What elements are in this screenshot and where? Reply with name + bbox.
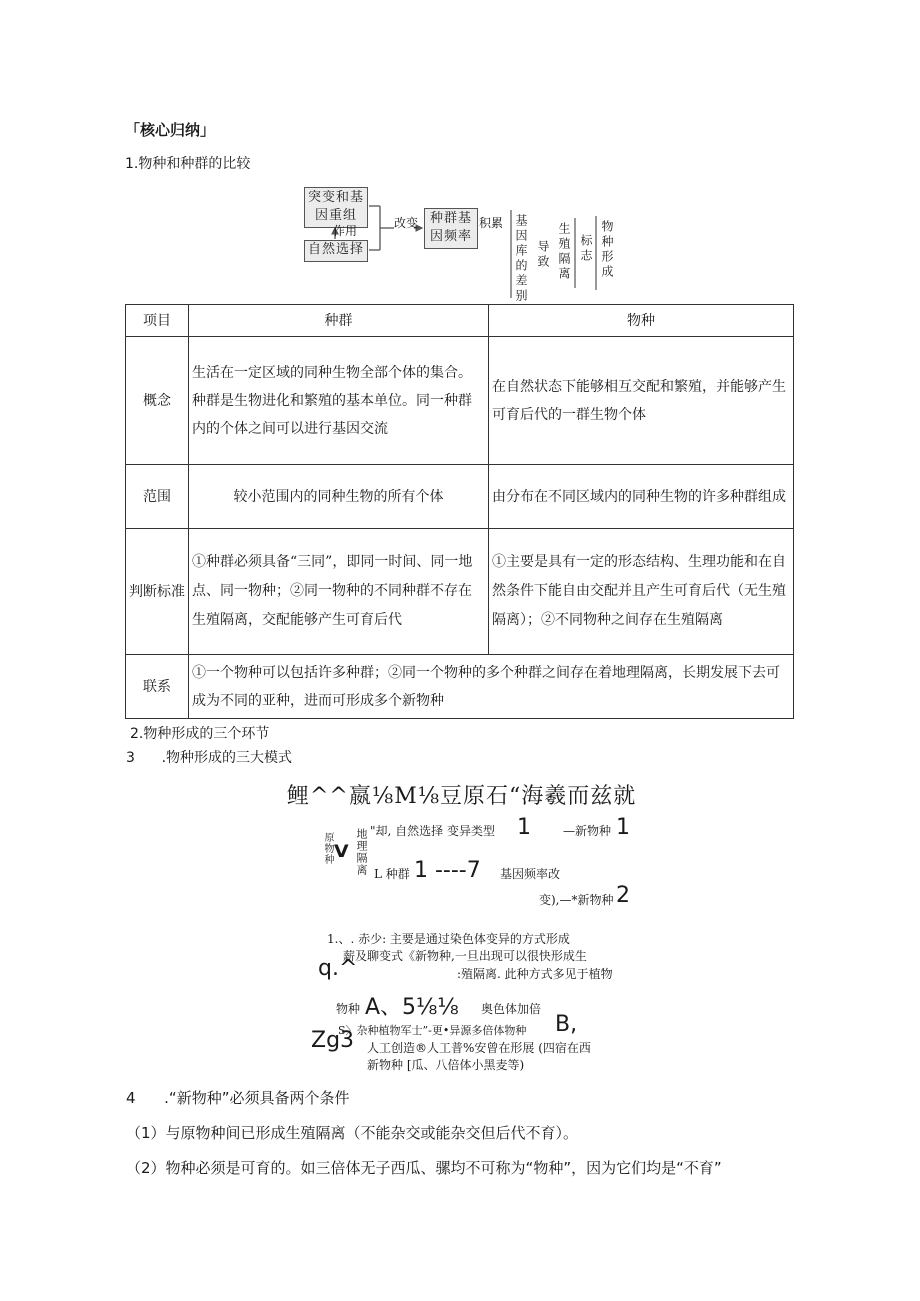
- ocr-vertical: 原物种: [322, 832, 333, 865]
- label-action: 作用: [333, 224, 358, 238]
- ocr-line: 鲤^^嬴⅛M⅛豆原石“海羲而兹就: [287, 784, 637, 809]
- vertical-isolation: 生殖隔离: [557, 222, 571, 282]
- row-species-cell: 由分布在不同区域内的同种生物的许多种群组成: [489, 465, 794, 529]
- ocr-line: 薪及聊变式《新物种,一旦出现可以很快形成生: [343, 949, 587, 963]
- ocr-big: q.^: [318, 956, 358, 981]
- box-selection: 自然选择: [304, 240, 368, 262]
- ocr-number: 1 ----7: [414, 858, 481, 883]
- box-gene-frequency: 种群基因频率: [424, 208, 478, 249]
- header-species: 物种: [489, 305, 794, 337]
- label-accumulate: 积累: [479, 216, 504, 230]
- ocr-number: 1: [616, 815, 630, 840]
- section-heading: 「核心归纳」: [125, 121, 216, 139]
- section4-title: 4 .“新物种”必须具备两个条件: [126, 1089, 350, 1107]
- ocr-line: 新物种 [瓜、八倍体小黑麦等): [367, 1058, 525, 1072]
- ocr-line: 基因频率改: [500, 867, 561, 881]
- header-item: 项目: [126, 305, 189, 337]
- table-row: [126, 655, 794, 719]
- ocr-line: "却, 自然选择 变异类型: [370, 824, 495, 838]
- comparison-table: [125, 304, 794, 719]
- ocr-bracket: ⱽ: [334, 840, 349, 875]
- section4-item2: （2）物种必须是可育的。如三倍体无子西瓜、骡均不可称为“物种”，因为它们均是“不育”: [126, 1159, 722, 1177]
- vertical-lead-to: 导致: [536, 240, 550, 270]
- ocr-line: 奥色体加倍: [481, 1002, 542, 1016]
- ocr-number: 2: [616, 883, 630, 908]
- ocr-number: 1: [517, 815, 531, 840]
- ocr-big: A、5⅛⅛: [365, 995, 459, 1020]
- ocr-line: 人工创造®人工普%安曾在形展 (四宿在西: [367, 1041, 591, 1055]
- ocr-line: 物种: [336, 1002, 361, 1016]
- table-header-row: [126, 305, 794, 337]
- table-row: [126, 465, 794, 529]
- row-label: 判断标准: [126, 529, 189, 655]
- ocr-line: 变),—*新物种: [539, 893, 614, 907]
- ocr-big: B,: [555, 1012, 578, 1037]
- ocr-line: 1.、. 赤少: 主要是通过染色体变异的方式形成: [327, 932, 570, 946]
- table-row: [126, 529, 794, 655]
- label-change: 改变: [394, 216, 419, 230]
- row-species-cell: ①主要是具有一定的形态结构、生理功能和在自然条件下能自由交配并且产生可育后代（无生殖隔离）；②不同物种之间存在生殖隔离: [489, 529, 794, 655]
- ocr-line: —新物种: [563, 824, 612, 838]
- vertical-gene-pool: 基因库的差别: [514, 214, 528, 304]
- ocr-line: S〉杂种植物军士”-更•异源多倍体物种: [338, 1024, 527, 1037]
- row-population-cell: ①种群必须具备“三同”，即同一时间、同一地点、同一物种；②同一物种的不同种群不存在生殖隔离，交配能够产生可育后代: [189, 529, 489, 655]
- section4-item1: （1）与原物种间已形成生殖隔离（不能杂交或能杂交但后代不育）。: [126, 1124, 579, 1142]
- table-row: [126, 337, 794, 465]
- row-label: 概念: [126, 337, 189, 465]
- vertical-mark: 标志: [579, 234, 593, 264]
- row-population-cell: 较小范围内的同种生物的所有个体: [189, 465, 489, 529]
- ocr-line: :殖隔离. 此种方式多见于植物: [457, 967, 613, 981]
- row-population-cell: 生活在一定区域的同种生物全部个体的集合。种群是生物进化和繁殖的基本单位。同一种群内的个体之间可以进行基因交流: [189, 337, 489, 465]
- row-species-cell: 在自然状态下能够相互交配和繁殖，并能够产生可育后代的一群生物个体: [489, 337, 794, 465]
- row-label: 联系: [126, 655, 189, 719]
- ocr-big: Zg3: [311, 1028, 355, 1053]
- vertical-new-species: 物种形成: [600, 220, 614, 280]
- section1-title: 1.物种和种群的比较: [125, 156, 251, 172]
- box-mutation: 突变和基因重组: [304, 187, 368, 228]
- section2-title: 2.物种形成的三个环节: [130, 726, 270, 742]
- row-label: 范围: [126, 465, 189, 529]
- ocr-vertical: 地理隔离: [355, 828, 368, 876]
- row-merged-cell: ①一个物种可以包括许多种群；②同一个物种的多个种群之间存在着地理隔离，长期发展下去可成为不同的亚种，进而可形成多个新物种: [189, 655, 794, 719]
- header-population: 种群: [189, 305, 489, 337]
- ocr-line: L 种群: [374, 867, 410, 881]
- section3-title: 3 .物种形成的三大模式: [126, 750, 293, 766]
